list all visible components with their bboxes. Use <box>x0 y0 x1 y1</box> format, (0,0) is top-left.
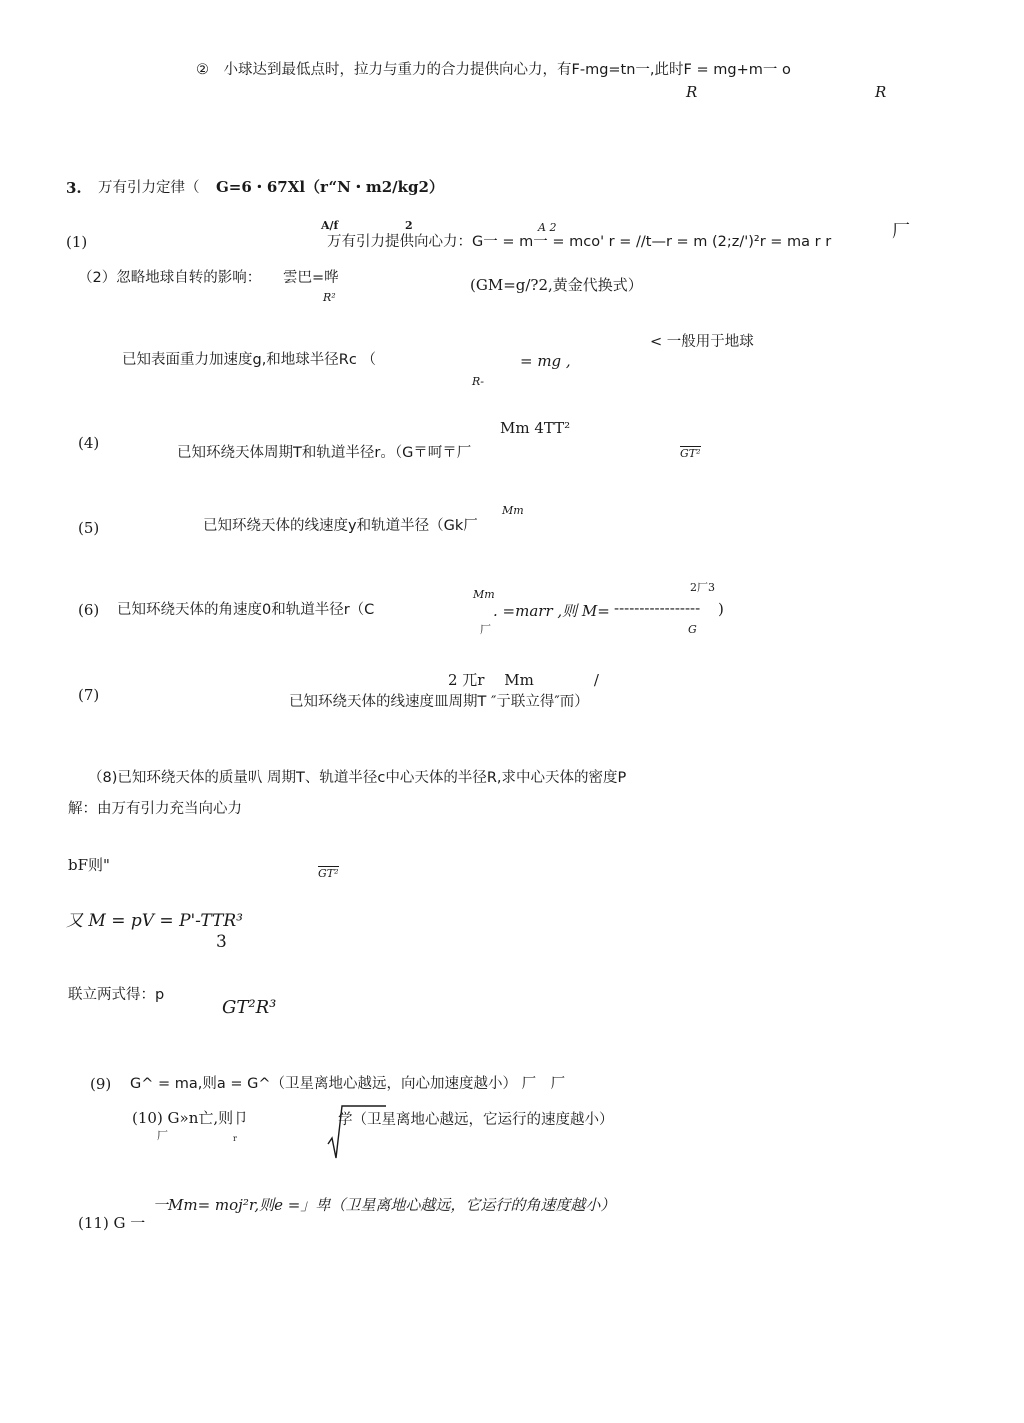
item-9-number: (9) <box>90 1075 112 1093</box>
item-5-number: (5) <box>78 519 100 537</box>
item-7-text: 已知环绕天体的线速度皿周期T ″亍联立得″而） <box>289 694 589 710</box>
top-equation-denominator-1: R <box>686 83 698 101</box>
item-8-solve: 解：由万有引力充当向心力 <box>68 801 242 817</box>
section-title: 万有引力定律（ <box>98 180 200 196</box>
item-10-note: 学（卫星离地心越远，它运行的速度越小） <box>338 1112 614 1128</box>
top-equation: ② 小球达到最低点时，拉力与重力的合力提供向心力，有F-mg=tn一,此时F = mg+m一 o <box>196 62 791 78</box>
item-8-text: （8)已知环绕天体的质量叭 周期T、轨道半径c中心天体的半径R,求中心天体的密度P <box>88 770 627 786</box>
item-1-sup-b: 2 <box>405 219 413 232</box>
item-3-text: 已知表面重力加速度g,和地球半径Rc （ <box>122 352 376 368</box>
item-4-number: (4) <box>78 434 100 452</box>
item-11-number: (11) G 一 <box>78 1214 146 1232</box>
item-10-sub-1: 厂 <box>157 1129 168 1142</box>
item-6-close-paren: ) <box>718 600 724 618</box>
item-7-number: (7) <box>78 686 100 704</box>
gravitational-constant: G=6・67Xl（r“N・m2/kg2） <box>216 178 444 196</box>
item-8-combine: 联立两式得：p <box>68 987 165 1003</box>
item-2-note: (GM=g/?2,黄金代换式） <box>470 276 643 294</box>
item-8-density-equation: 又 M = pV = P'-TTR³ <box>66 911 243 931</box>
item-4-text: 已知环绕天体周期T和轨道半径r。（G〒呵〒厂 <box>177 445 472 461</box>
item-11-top: 一Mm= moj²r,则e =」卑（卫星离地心越远，它运行的角速度越小） <box>153 1196 616 1214</box>
item-1-number: (1) <box>66 233 88 251</box>
item-1-corner-mark: 厂 <box>892 221 910 242</box>
item-5-numerator: Mm <box>502 504 524 517</box>
item-6-denominator-g: G <box>688 623 697 636</box>
item-6-fraction-dashes: ----------------- <box>614 599 701 617</box>
item-1-sup-a: A/f <box>321 219 339 232</box>
item-5-text: 已知环绕天体的线速度y和轨道半径（Gk厂 <box>203 518 478 534</box>
item-8-result: GT²R³ <box>222 997 277 1018</box>
item-6-numerator: Mm <box>473 588 495 601</box>
item-4-denominator: GT² <box>680 447 701 460</box>
item-2-equation: 雲巴=哗 <box>283 270 339 286</box>
item-6-denominator-r: 厂 <box>480 623 491 636</box>
item-6-equation: . =marr ,则 M= <box>493 602 610 620</box>
item-9-text: G^ = ma,则a = G^（卫星离地心越远，向心加速度越小） 厂 厂 <box>130 1076 566 1092</box>
item-6-text: 已知环绕天体的角速度0和轨道半径r（C <box>117 602 375 618</box>
item-2-label: （2）忽略地球自转的影响： <box>78 270 262 286</box>
item-6-number: (6) <box>78 601 100 619</box>
item-7-numerator: 2 兀r Mm / <box>448 671 599 689</box>
top-equation-denominator-2: R <box>875 83 887 101</box>
item-3-denominator: R- <box>472 375 484 388</box>
item-1-equation: 万有引力提供向心力：G一 = m一 = mco' r = //t—r = m (2;z/')²r = ma r r <box>327 234 832 250</box>
item-8-denominator: GT² <box>318 867 339 880</box>
item-10-sub-2: r <box>233 1134 237 1143</box>
item-4-numerator: Mm 4TT² <box>500 419 571 437</box>
item-3-note: < 一般用于地球 <box>650 334 754 350</box>
item-10-text: (10) G»n亡,则卩 <box>132 1109 249 1127</box>
item-8-bf: bF则" <box>68 856 110 874</box>
item-8-three: 3 <box>216 932 227 952</box>
section-number: 3. <box>66 179 82 197</box>
item-3-equation: = mg , <box>520 352 571 370</box>
item-1-sup-c: A 2 <box>538 221 557 234</box>
item-6-superscript: 2厂3 <box>690 581 715 594</box>
item-2-denominator: R² <box>323 291 336 304</box>
